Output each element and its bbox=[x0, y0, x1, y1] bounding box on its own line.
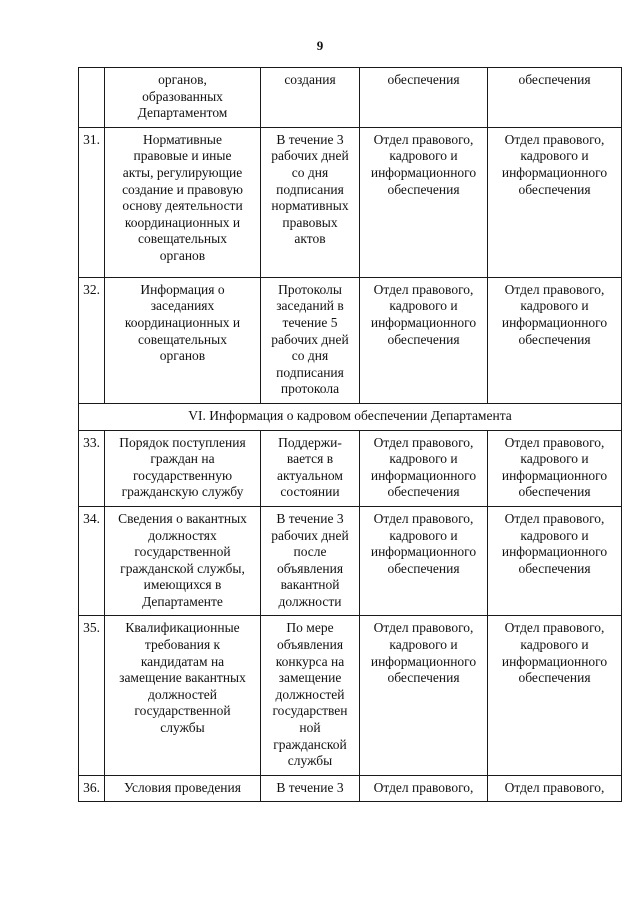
info-name-cell: Сведения о вакантных должностях государственной гражданской службы, имеющихся в Департаменте bbox=[105, 506, 261, 616]
updates-cell: Отдел правового, кадрового и информационного обеспечения bbox=[488, 430, 622, 506]
info-name-cell: Условия проведения bbox=[105, 775, 261, 802]
term-cell: В течение 3 рабочих дней после объявления вакантной должности bbox=[261, 506, 360, 616]
responsible-cell: Отдел правового, кадрового и информационного обеспечения bbox=[360, 127, 488, 277]
row-number: 33. bbox=[79, 430, 105, 506]
table-row bbox=[79, 506, 622, 616]
section-title: VI. Информация о кадровом обеспечении Департамента bbox=[79, 403, 622, 430]
updates-cell: Отдел правового, кадрового и информационного обеспечения bbox=[488, 277, 622, 403]
table-row bbox=[79, 430, 622, 506]
row-number bbox=[79, 68, 105, 128]
responsible-cell: Отдел правового, кадрового и информационного обеспечения bbox=[360, 277, 488, 403]
term-cell: создания bbox=[261, 68, 360, 128]
row-number: 35. bbox=[79, 616, 105, 775]
term-cell: В течение 3 bbox=[261, 775, 360, 802]
section-header-row bbox=[79, 403, 622, 430]
info-name-cell: Порядок поступления граждан на государственную гражданскую службу bbox=[105, 430, 261, 506]
table-row bbox=[79, 127, 622, 277]
page-number: 9 bbox=[316, 38, 324, 53]
updates-cell: обеспечения bbox=[488, 68, 622, 128]
table-row bbox=[79, 277, 622, 403]
responsible-cell: Отдел правового, bbox=[360, 775, 488, 802]
table-row bbox=[79, 775, 622, 802]
term-cell: По мере объявления конкурса на замещение должностей государствен ной гражданской службы bbox=[261, 616, 360, 775]
info-name-cell: Информация о заседаниях координационных и совещательных органов bbox=[105, 277, 261, 403]
updates-cell: Отдел правового, bbox=[488, 775, 622, 802]
updates-cell: Отдел правового, кадрового и информационного обеспечения bbox=[488, 506, 622, 616]
info-name-cell: органов, образованных Департаментом bbox=[105, 68, 261, 128]
responsible-cell: Отдел правового, кадрового и информационного обеспечения bbox=[360, 430, 488, 506]
table-row bbox=[79, 616, 622, 775]
term-cell: Поддержи- вается в актуальном состоянии bbox=[261, 430, 360, 506]
responsible-cell: обеспечения bbox=[360, 68, 488, 128]
updates-cell: Отдел правового, кадрового и информационного обеспечения bbox=[488, 127, 622, 277]
table-row bbox=[79, 68, 622, 128]
info-name-cell: Нормативные правовые и иные акты, регулирующие создание и правовую основу деятельности координационных и совещательных органов bbox=[105, 127, 261, 277]
updates-cell: Отдел правового, кадрового и информационного обеспечения bbox=[488, 616, 622, 775]
row-number: 32. bbox=[79, 277, 105, 403]
responsible-cell: Отдел правового, кадрового и информационного обеспечения bbox=[360, 616, 488, 775]
term-cell: Протоколы заседаний в течение 5 рабочих дней со дня подписания протокола bbox=[261, 277, 360, 403]
info-name-cell: Квалификационные требования к кандидатам на замещение вакантных должностей государственной службы bbox=[105, 616, 261, 775]
row-number: 34. bbox=[79, 506, 105, 616]
term-cell: В течение 3 рабочих дней со дня подписания нормативных правовых актов bbox=[261, 127, 360, 277]
row-number: 36. bbox=[79, 775, 105, 802]
row-number: 31. bbox=[79, 127, 105, 277]
information-table bbox=[78, 67, 622, 802]
responsible-cell: Отдел правового, кадрового и информационного обеспечения bbox=[360, 506, 488, 616]
